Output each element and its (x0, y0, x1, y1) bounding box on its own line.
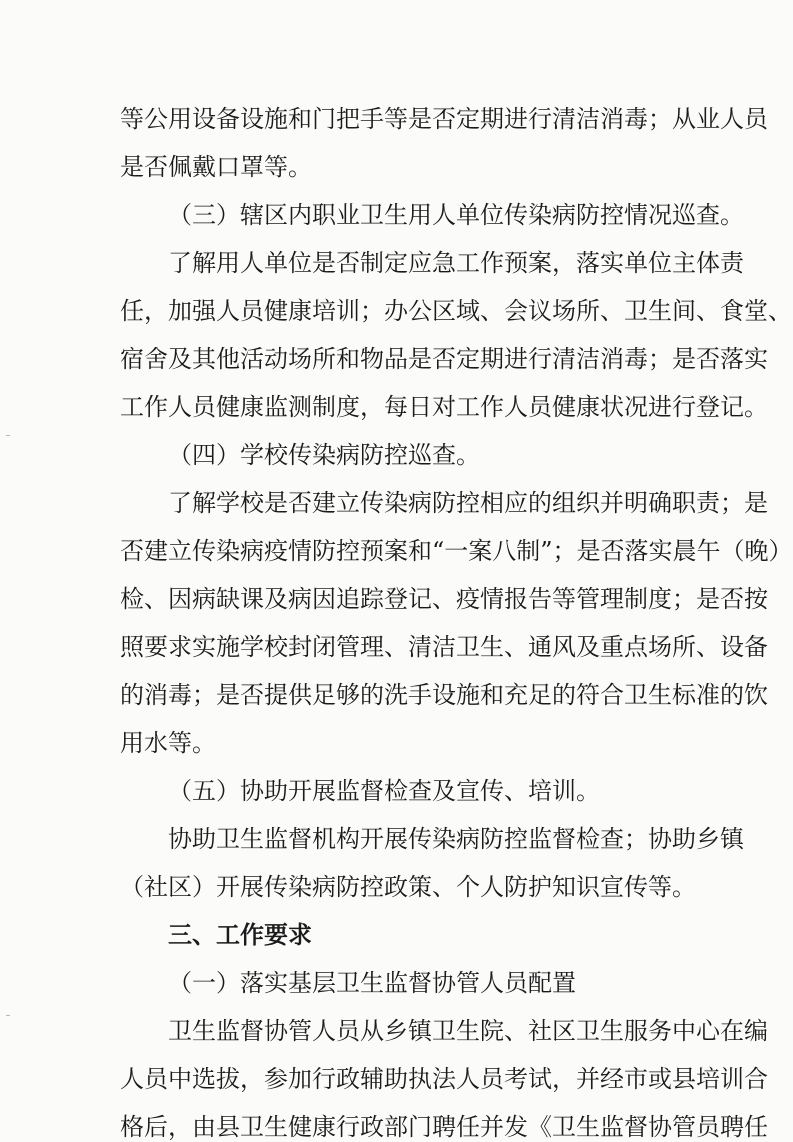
chapter-heading: 三、工作要求 (168, 921, 312, 949)
section-heading-3: （三）辖区内职业卫生用人单位传染病防控情况巡查。 (168, 201, 744, 229)
paragraph-line: 卫生监督协管人员从乡镇卫生院、社区卫生服务中心在编 (168, 1017, 768, 1045)
paragraph-line: 否建立传染病疫情防控预案和“一案八制”；是否落实晨午（晚） (120, 537, 793, 565)
paragraph-line: （社区）开展传染病防控政策、个人防护知识宣传等。 (120, 873, 696, 901)
paragraph-line: 协助卫生监督机构开展传染病防控监督检查；协助乡镇 (168, 825, 744, 853)
section-heading-1: （一）落实基层卫生监督协管人员配置 (168, 969, 576, 997)
paragraph-line: 用水等。 (120, 729, 216, 757)
paragraph-line: 格后，由县卫生健康行政部门聘任并发《卫生监督协管员聘任 (120, 1113, 768, 1141)
scan-mark (6, 435, 10, 436)
paragraph-line: 的消毒；是否提供足够的洗手设施和充足的符合卫生标准的饮 (120, 681, 768, 709)
paragraph-line: 人员中选拔，参加行政辅助执法人员考试，并经市或县培训合 (120, 1065, 768, 1093)
paragraph-line: 宿舍及其他活动场所和物品是否定期进行清洁消毒；是否落实 (120, 345, 768, 373)
paragraph-line: 了解学校是否建立传染病防控相应的组织并明确职责；是 (168, 489, 768, 517)
paragraph-line: 等公用设备设施和门把手等是否定期进行清洁消毒；从业人员 (120, 105, 768, 133)
scan-mark (6, 1015, 10, 1016)
section-heading-5: （五）协助开展监督检查及宣传、培训。 (168, 777, 600, 805)
paragraph-line: 任，加强人员健康培训；办公区域、会议场所、卫生间、食堂、 (120, 297, 792, 325)
paragraph-line: 照要求实施学校封闭管理、清洁卫生、通风及重点场所、设备 (120, 633, 768, 661)
paragraph-line: 了解用人单位是否制定应急工作预案，落实单位主体责 (168, 249, 744, 277)
section-heading-4: （四）学校传染病防控巡查。 (168, 441, 480, 469)
paragraph-line: 检、因病缺课及病因追踪登记、疫情报告等管理制度；是否按 (120, 585, 768, 613)
paragraph-line: 工作人员健康监测制度，每日对工作人员健康状况进行登记。 (120, 393, 768, 421)
paragraph-line: 是否佩戴口罩等。 (120, 153, 312, 181)
